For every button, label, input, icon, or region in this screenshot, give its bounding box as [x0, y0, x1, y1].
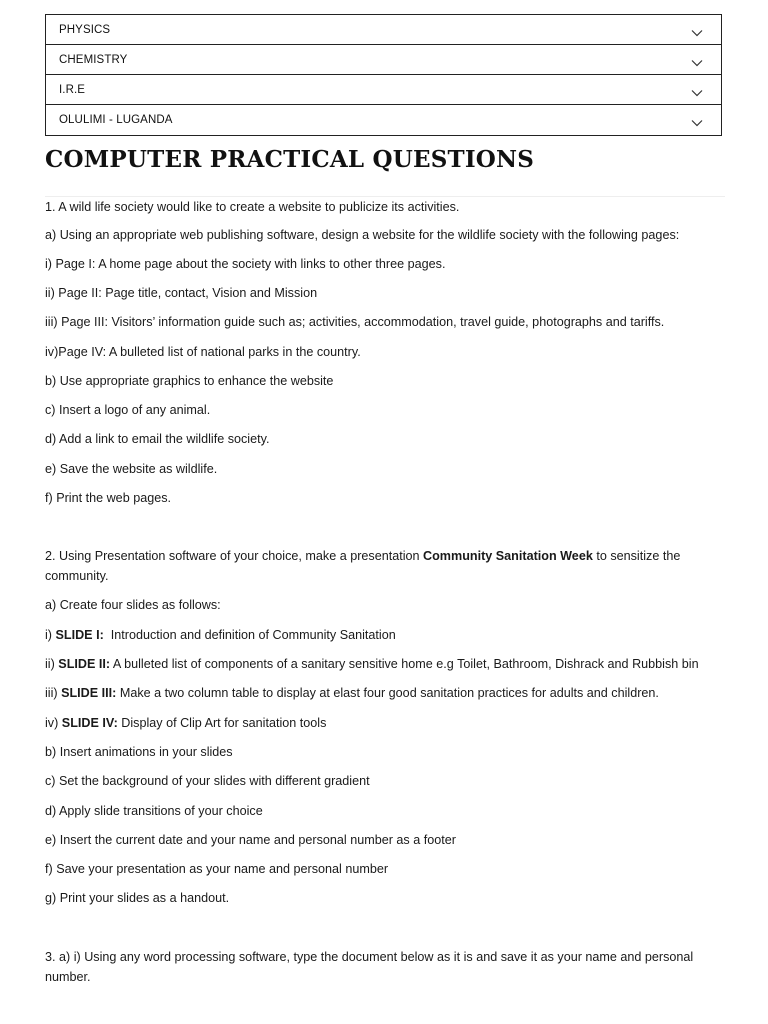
chevron-down-icon[interactable]	[691, 59, 703, 67]
accordion-item-label: CHEMISTRY	[59, 54, 128, 66]
accordion-item-luganda[interactable]	[46, 105, 721, 135]
q2-intro: 2. Using Presentation software of your choice, make a presentation Community Sanitation Week to sensitize the community.	[45, 549, 681, 583]
q2-d: d) Apply slide transitions of your choice	[45, 804, 263, 818]
q1-ii: ii) Page II: Page title, contact, Vision and Mission	[45, 286, 318, 300]
chevron-down-icon[interactable]	[691, 89, 703, 97]
accordion-item-ire[interactable]	[46, 75, 721, 105]
accordion-item-chemistry[interactable]	[46, 45, 721, 75]
q1-f: f) Print the web pages.	[45, 491, 172, 505]
chevron-down-icon[interactable]	[691, 29, 703, 37]
q1-b: b) Use appropriate graphics to enhance the website	[45, 374, 334, 388]
accordion-item-label: PHYSICS	[59, 24, 111, 36]
chevron-down-icon[interactable]	[691, 119, 703, 127]
page-title: COMPUTER PRACTICAL QUESTIONS	[45, 146, 535, 173]
q1-iv: iv)Page IV: A bulleted list of national parks in the country.	[45, 345, 361, 359]
q1-e: e) Save the website as wildlife.	[45, 462, 218, 476]
accordion-item-label: I.R.E	[59, 84, 86, 96]
accordion-item-physics[interactable]	[46, 15, 721, 45]
q2-intro-bold: Community Sanitation Week	[423, 549, 593, 563]
subject-accordion	[45, 14, 722, 136]
q1-d: d) Add a link to email the wildlife society.	[45, 432, 270, 446]
q2-slide-3: iii) SLIDE III: Make a two column table to display at elast four good sanitation practices for adults and children.	[45, 686, 659, 700]
q1-c: c) Insert a logo of any animal.	[45, 403, 211, 417]
q2-g: g) Print your slides as a handout.	[45, 891, 230, 905]
q2-b: b) Insert animations in your slides	[45, 745, 233, 759]
q2-c: c) Set the background of your slides with different gradient	[45, 774, 370, 788]
q2-a: a) Create four slides as follows:	[45, 598, 221, 612]
q2-f: f) Save your presentation as your name and personal number	[45, 862, 389, 876]
q3-intro: 3. a) i) Using any word processing software, type the document below as it is and save it as your name and personal number.	[45, 950, 694, 984]
q1-intro: 1. A wild life society would like to create a website to publicize its activities.	[45, 200, 460, 214]
q1-a: a) Using an appropriate web publishing software, design a website for the wildlife society with the following pages:	[45, 228, 680, 242]
q2-slide-4: iv) SLIDE IV: Display of Clip Art for sanitation tools	[45, 716, 327, 730]
q1-i: i) Page I: A home page about the society with links to other three pages.	[45, 257, 446, 271]
q2-e: e) Insert the current date and your name and personal number as a footer	[45, 833, 456, 847]
q2-slide-1: i) SLIDE I: Introduction and definition of Community Sanitation	[45, 628, 396, 642]
q2-slide-2: ii) SLIDE II: A bulleted list of components of a sanitary sensitive home e.g Toilet, Bathroom, Dishrack and Rubbish bin	[45, 657, 699, 671]
accordion-item-label: OLULIMI - LUGANDA	[59, 114, 173, 126]
q1-iii: iii) Page III: Visitors’ information guide such as; activities, accommodation, travel guide, photographs and tariffs.	[45, 315, 665, 329]
